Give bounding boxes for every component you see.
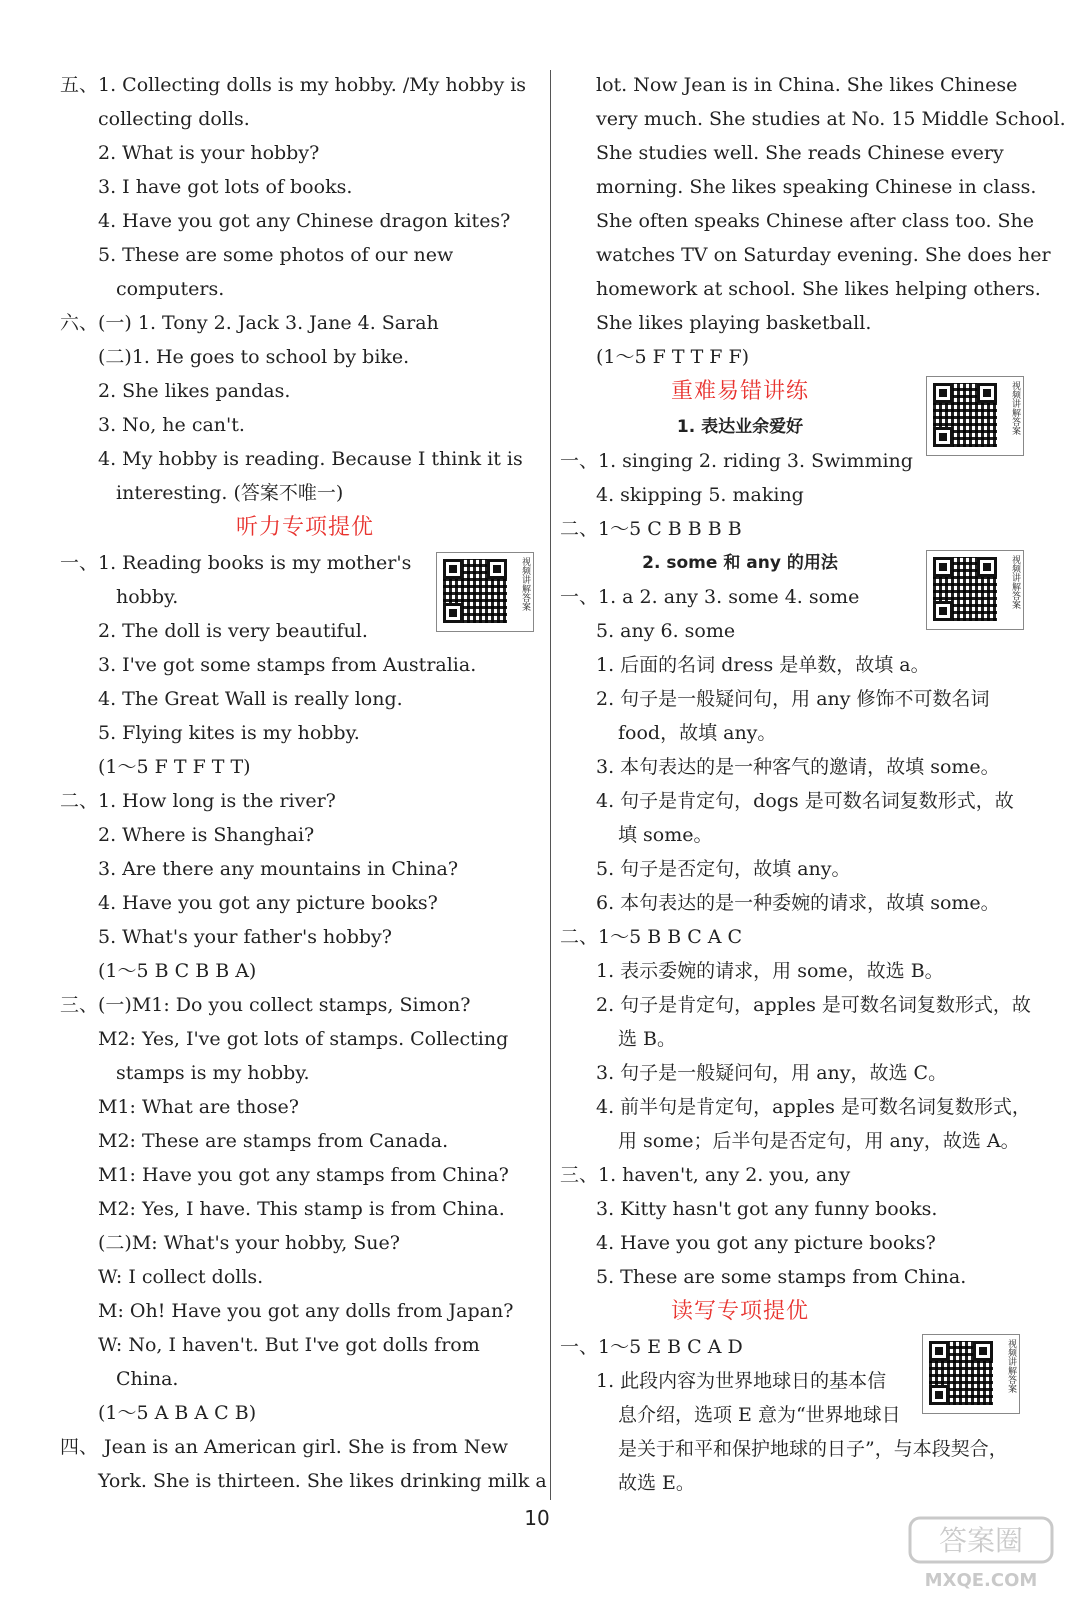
text-line: 3. 本句表达的是一种客气的邀请，故填 some。 [596, 756, 1000, 778]
text-line: interesting. (答案不唯一) [116, 482, 344, 504]
text-line: M2: These are stamps from Canada. [98, 1130, 449, 1152]
qr-finder [443, 603, 463, 623]
text-line: computers. [116, 278, 225, 300]
text-line: 一、1～5 E B C A D [560, 1336, 743, 1358]
text-line: 用 some；后半句是否定句，用 any，故选 A。 [618, 1130, 1020, 1152]
text-line: She often speaks Chinese after class too. She [596, 210, 1035, 232]
text-line: hobby. [116, 586, 179, 608]
text-line: 4. Have you got any picture books? [596, 1232, 936, 1254]
qr-caption: 视频讲解答案 [520, 557, 530, 611]
qr-finder [977, 383, 997, 403]
text-line: 三、(一)M1: Do you collect stamps, Simon? [60, 994, 471, 1016]
right-column [560, 68, 1066, 1500]
text-line: 一、1. Reading books is my mother's [60, 552, 412, 574]
text-line: 二、1～5 C B B B B [560, 518, 742, 540]
section-heading: 1. 表达业余爱好 [676, 417, 804, 437]
text-line: 4. Have you got any picture books? [98, 892, 438, 914]
text-line: 2. 句子是一般疑问句，用 any 修饰不可数名词 [596, 688, 990, 710]
text-line: 3. No, he can't. [98, 414, 245, 436]
text-line: very much. She studies at No. 15 Middle School. [596, 108, 1066, 130]
text-line: 3. I've got some stamps from Australia. [98, 654, 477, 676]
text-line: She studies well. She reads Chinese every [596, 142, 1004, 164]
text-line: M: Oh! Have you got any dolls from Japan? [98, 1300, 514, 1322]
qr-finder [933, 557, 953, 577]
qr-finder [933, 601, 953, 621]
section-heading: 2. some 和 any 的用法 [642, 553, 838, 573]
left-column [60, 68, 550, 1498]
section-heading: 重难易错讲练 [670, 379, 809, 404]
text-line: 二、1. How long is the river? [60, 790, 336, 812]
qr-code-icon[interactable] [926, 550, 1024, 630]
qr-finder [933, 427, 953, 447]
text-line: 6. 本句表达的是一种委婉的请求，故填 some。 [596, 892, 1000, 914]
text-line: morning. She likes speaking Chinese in class. [596, 176, 1037, 198]
text-line: 2. The doll is very beautiful. [98, 620, 368, 642]
text-line: 4. 句子是肯定句，dogs 是可数名词复数形式，故 [596, 790, 1014, 812]
text-line: 3. Kitty hasn't got any funny books. [596, 1198, 938, 1220]
text-line: 5. any 6. some [596, 620, 736, 642]
text-line: 2. 句子是肯定句，apples 是可数名词复数形式，故 [596, 994, 1031, 1016]
qr-finder [487, 559, 507, 579]
section-heading: 读写专项提优 [670, 1299, 809, 1324]
qr-code-icon[interactable] [922, 1334, 1020, 1414]
text-line: 一、1. a 2. any 3. some 4. some [560, 586, 860, 608]
text-line: 2. Where is Shanghai? [98, 824, 315, 846]
qr-code-icon[interactable] [436, 552, 534, 632]
text-line: M1: Have you got any stamps from China? [98, 1164, 509, 1186]
text-line: watches TV on Saturday evening. She does her [596, 244, 1051, 266]
qr-finder [933, 383, 953, 403]
text-line: collecting dolls. [98, 108, 250, 130]
svg-text:MXQE.COM: MXQE.COM [924, 1570, 1038, 1591]
text-line: 5. What's your father's hobby? [98, 926, 392, 948]
text-line: 4. The Great Wall is really long. [98, 688, 403, 710]
text-line: 5. Flying kites is my hobby. [98, 722, 360, 744]
text-line: (1～5 A B A C B) [98, 1402, 257, 1424]
text-line: 1. 此段内容为世界地球日的基本信 [596, 1370, 887, 1392]
text-line: (二)1. He goes to school by bike. [98, 346, 410, 368]
qr-code-icon[interactable] [926, 376, 1024, 456]
text-line: York. She is thirteen. She likes drinking milk a [98, 1470, 547, 1492]
qr-finder [443, 559, 463, 579]
text-line: 2. She likes pandas. [98, 380, 291, 402]
text-line: 4. My hobby is reading. Because I think it is [98, 448, 523, 470]
qr-caption: 视频讲解答案 [1010, 555, 1020, 609]
text-line: 1. 表示委婉的请求，用 some，故选 B。 [596, 960, 944, 982]
text-line: M1: What are those? [98, 1096, 299, 1118]
text-line: M2: Yes, I've got lots of stamps. Collecting [98, 1028, 509, 1050]
text-line: She likes playing basketball. [596, 312, 872, 334]
text-line: 故选 E。 [618, 1472, 695, 1494]
text-line: 5. These are some photos of our new [98, 244, 454, 266]
text-line: 3. Are there any mountains in China? [98, 858, 459, 880]
text-line: 1. 后面的名词 dress 是单数，故填 a。 [596, 654, 930, 676]
text-line: 3. I have got lots of books. [98, 176, 353, 198]
text-line: W: I collect dolls. [98, 1266, 264, 1288]
column-divider [550, 70, 551, 1500]
qr-finder [929, 1385, 949, 1405]
text-line: (1～5 F T T F F) [596, 346, 750, 368]
text-line: 三、1. haven't, any 2. you, any [560, 1164, 851, 1186]
qr-caption: 视频讲解答案 [1010, 381, 1020, 435]
text-line: 5. 句子是否定句，故填 any。 [596, 858, 851, 880]
text-line: stamps is my hobby. [116, 1062, 310, 1084]
svg-text:答案圈: 答案圈 [938, 1524, 1024, 1557]
text-line: 四、 Jean is an American girl. She is from New [60, 1436, 508, 1458]
text-line: 六、(一) 1. Tony 2. Jack 3. Jane 4. Sarah [60, 312, 439, 334]
text-line: 4. skipping 5. making [596, 484, 804, 506]
qr-finder [973, 1341, 993, 1361]
page-number: 10 [524, 1506, 550, 1530]
text-line: 3. 句子是一般疑问句，用 any，故选 C。 [596, 1062, 948, 1084]
text-line: 五、1. Collecting dolls is my hobby. /My hobby is [60, 74, 527, 96]
qr-caption: 视频讲解答案 [1006, 1339, 1016, 1393]
text-line: lot. Now Jean is in China. She likes Chinese [596, 74, 1018, 96]
text-line: 2. What is your hobby? [98, 142, 320, 164]
text-line: M2: Yes, I have. This stamp is from China. [98, 1198, 505, 1220]
qr-finder [977, 557, 997, 577]
text-line: 填 some。 [618, 824, 713, 846]
text-line: (1～5 F T F T T) [98, 756, 251, 778]
text-line: 5. These are some stamps from China. [596, 1266, 967, 1288]
text-line: 二、1～5 B B C A C [560, 926, 743, 948]
text-line: food，故填 any。 [618, 722, 777, 744]
text-line: 一、1. singing 2. riding 3. Swimming [560, 450, 913, 472]
text-line: China. [116, 1368, 179, 1390]
text-line: 息介绍，选项 E 意为“世界地球日 [618, 1404, 901, 1426]
text-line: 4. 前半句是肯定句，apples 是可数名词复数形式， [596, 1096, 1031, 1118]
text-line: W: No, I haven't. But I've got dolls from [98, 1334, 480, 1356]
section-heading: 听力专项提优 [235, 515, 374, 540]
text-line: (1～5 B C B B A) [98, 960, 257, 982]
watermark-logo [906, 1514, 1056, 1592]
text-line: 选 B。 [618, 1028, 677, 1050]
text-line: homework at school. She likes helping others. [596, 278, 1041, 300]
text-line: (二)M: What's your hobby, Sue? [98, 1232, 400, 1254]
qr-finder [929, 1341, 949, 1361]
text-line: 4. Have you got any Chinese dragon kites? [98, 210, 511, 232]
text-line: 是关于和平和保护地球的日子”，与本段契合， [618, 1438, 1008, 1460]
